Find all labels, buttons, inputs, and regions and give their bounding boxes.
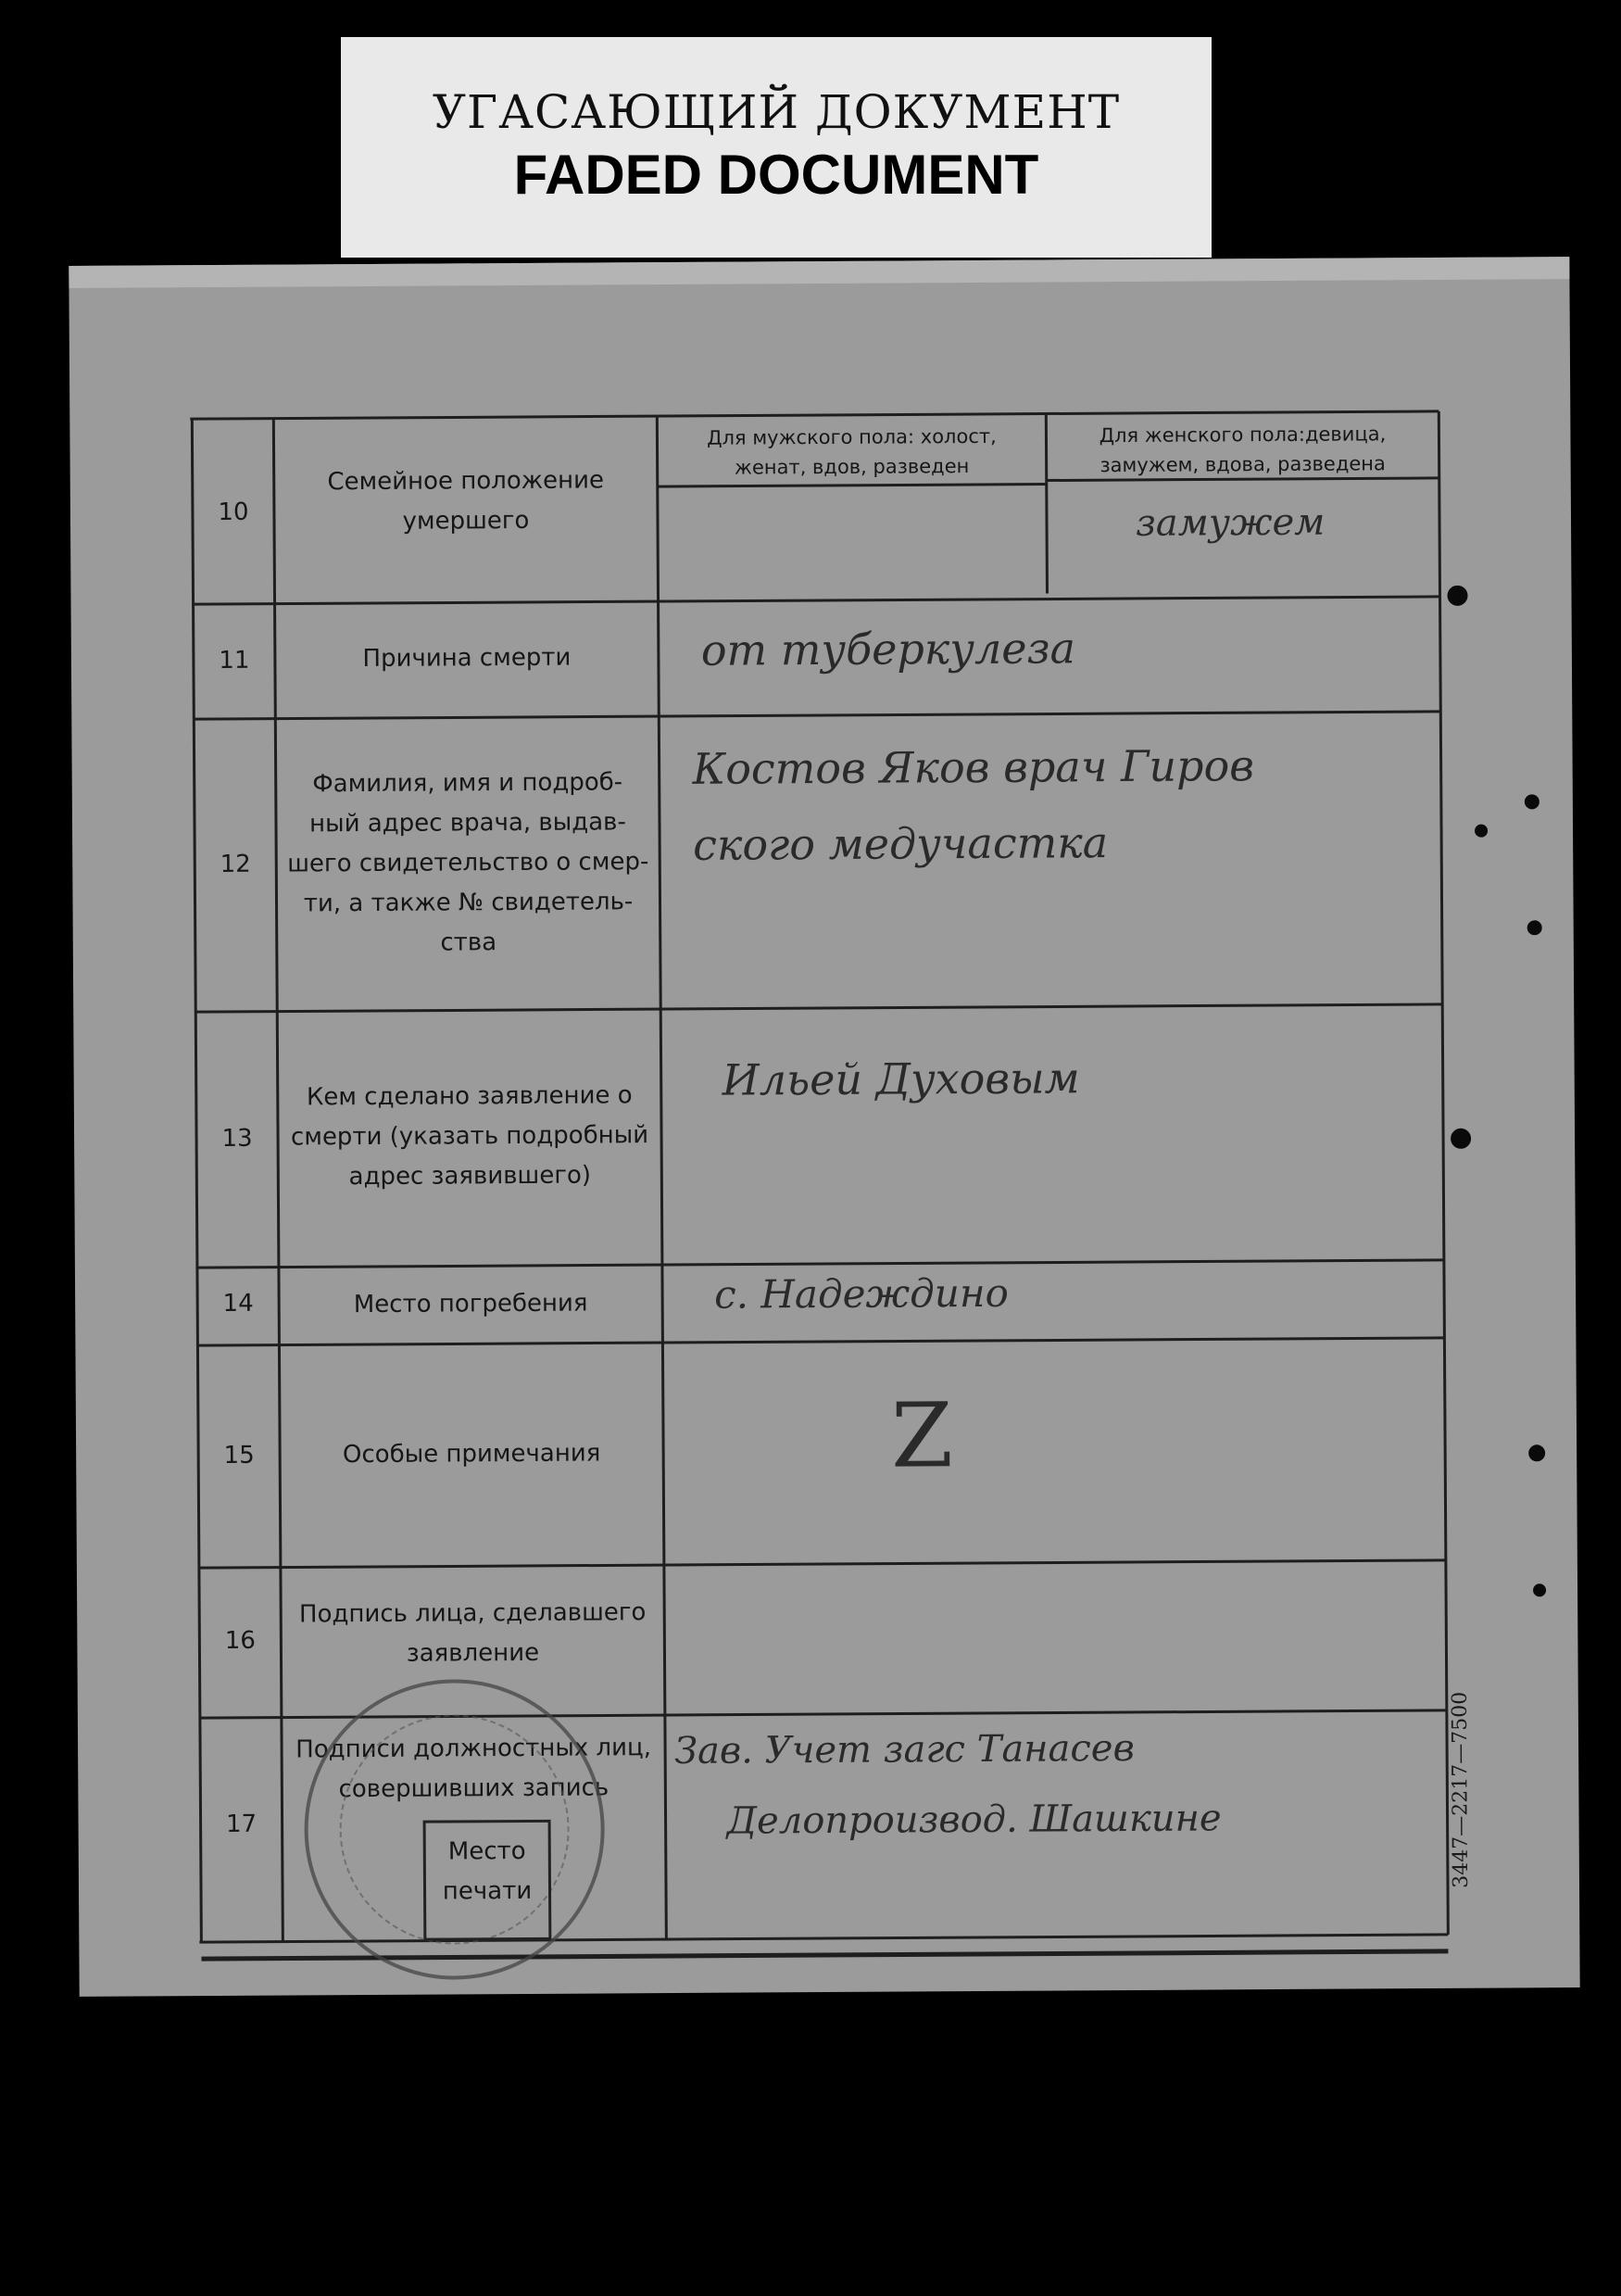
marital-status-value: замужем — [1135, 500, 1326, 545]
punch-hole — [1451, 1129, 1471, 1149]
punch-hole — [1447, 586, 1467, 606]
female-header-line: Для женского пола:девица, — [1099, 423, 1387, 448]
row-number: 14 — [222, 1289, 254, 1318]
punch-hole — [1525, 794, 1539, 809]
faded-document-banner — [341, 37, 1212, 258]
punch-hole — [1527, 920, 1542, 935]
cause-of-death-label — [275, 637, 659, 680]
banner-title-en: FADED DOCUMENT — [513, 144, 1039, 206]
label-line: Подписи должностных лиц, — [295, 1734, 652, 1764]
label-line: Кем сделано заявление о — [306, 1081, 633, 1112]
declarant-value: Ильей Духовым — [722, 1053, 1080, 1105]
label-line: Фамилия, имя и подроб- — [312, 768, 623, 799]
row-number: 12 — [220, 850, 251, 878]
burial-place-value: с. Надеждино — [713, 1269, 1009, 1318]
row-number: 16 — [224, 1626, 257, 1655]
seal-place-box — [423, 1820, 552, 1941]
seal-label-line: печати — [442, 1876, 533, 1906]
label-line: ти, а также № свидетель- — [303, 888, 634, 918]
row-number: 17 — [225, 1810, 258, 1838]
label-line: Подпись лица, сделавшего — [298, 1598, 647, 1629]
form-print-code: 3447—2217—7500 — [1448, 1691, 1474, 1888]
official-signature-line1: Зав. Учет загс Танасев — [673, 1726, 1135, 1773]
special-notes-label — [280, 1433, 663, 1476]
label-line: Место погребения — [353, 1289, 588, 1319]
female-header-line: замужем, вдова, разведена — [1100, 452, 1386, 477]
punch-hole — [1475, 825, 1488, 838]
label-line: ства — [440, 928, 497, 957]
document-page — [69, 257, 1579, 1997]
label-line: заявление — [406, 1638, 540, 1668]
row-number: 15 — [223, 1441, 255, 1470]
seal-place-label — [426, 1832, 549, 1912]
female-status-header — [1046, 419, 1439, 481]
seal-label-line: Место — [447, 1836, 526, 1866]
label-line: адрес заявившего) — [348, 1161, 592, 1192]
declarant-label — [278, 1076, 662, 1198]
banner-title-ru: УГАСАЮЩИЙ ДОКУМЕНТ — [432, 85, 1121, 139]
cause-of-death-value: от туберкулеза — [700, 623, 1076, 675]
label-line: смерти (указать подробный — [290, 1121, 649, 1152]
special-notes-value: Z — [890, 1383, 954, 1488]
burial-place-label — [279, 1283, 662, 1326]
label-line: шего свидетельство о смер- — [287, 848, 649, 878]
row-number: 10 — [218, 498, 249, 526]
label-line: Причина смерти — [362, 643, 572, 674]
row-number: 13 — [221, 1124, 253, 1153]
label-line: совершивших запись — [338, 1773, 609, 1804]
male-status-header — [657, 422, 1046, 484]
marital-status-label — [274, 460, 659, 543]
male-header-line: женат, вдов, разведен — [734, 455, 970, 479]
punch-hole — [1528, 1444, 1545, 1461]
male-header-line: Для мужского пола: холост, — [707, 424, 997, 449]
label-line: умершего — [402, 506, 530, 536]
label-line: Особые примечания — [342, 1439, 601, 1470]
declarant-signature-label — [281, 1593, 665, 1675]
label-line: Семейное положение — [327, 466, 605, 497]
doctor-info-value-line1: Костов Яков врач Гиров — [692, 740, 1255, 794]
row-number: 11 — [219, 646, 250, 675]
label-line: ный адрес врача, выдав- — [309, 808, 626, 839]
punch-hole — [1533, 1583, 1546, 1596]
doctor-info-value-line2: ского медучастка — [692, 817, 1109, 870]
official-signature-line2: Делопроизвод. Шашкине — [726, 1797, 1222, 1843]
doctor-info-label — [276, 763, 660, 965]
